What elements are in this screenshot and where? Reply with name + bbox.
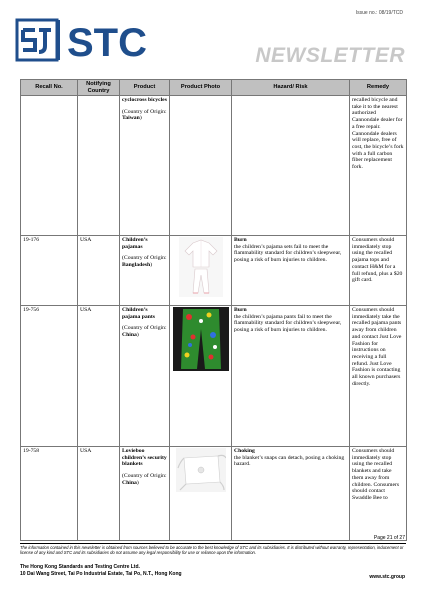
table-row [21, 96, 407, 236]
hazard-title: Burn [234, 307, 247, 313]
company-info [20, 564, 182, 578]
origin-label: (Country of Origin: [122, 255, 167, 262]
hazard-title: Choking [234, 448, 255, 454]
website-link[interactable]: www.stc.group [369, 574, 405, 580]
logo-text: STC [67, 21, 147, 65]
recall-no-cell [21, 96, 78, 236]
table-row [21, 447, 407, 541]
country-cell [78, 96, 120, 236]
remedy-cell: Consumers should immediately stop using the recalled blankets and take them away from children. Consumers should contact Swaddle Bee to [350, 447, 407, 541]
col-remedy: Remedy [350, 80, 407, 96]
hazard-cell [232, 447, 350, 541]
company-name: The Hong Kong Standards and Testing Centre Ltd. [20, 564, 140, 570]
issue-number: Issue no.: 08/19/TCD [355, 10, 403, 16]
disclaimer-text: The information contained in this newsletter is obtained from sources believed to be accurate to the best knowledge of STC and its subsidiaries. It is distributed without warranty, representation, inducement or license of any kind and STC and its subsidiaries do not assume any legal responsibility for use or reliance upon the information. [20, 545, 404, 556]
origin-country: China [122, 332, 137, 339]
product-cell: Children’s pajamas (Country of Origin: Bangladesh) [120, 236, 170, 306]
product-cell: Children’s pajama pants (Country of Origin: China) [120, 306, 170, 447]
col-product-photo: Product Photo [170, 80, 232, 96]
origin-country: Bangladesh [122, 262, 151, 269]
photo-cell [170, 236, 232, 306]
remedy-cell: recalled bicycle and take it to the nearest authorized Cannondale dealer for a free repair. Cannondale dealers will replace, free of cost, the bicycle’s fork with a full carbon fiber replacement fork. [350, 96, 407, 236]
hazard-text: the children’s pajama pants fail to meet the flammability standard for children’s sleepwear, posing a risk of burn injuries to children. [234, 313, 342, 334]
product-cell: Lovieboo children’s security blankets (Country of Origin: China) [120, 447, 170, 541]
photo-cell [170, 306, 232, 447]
country-cell: USA [78, 447, 120, 541]
product-name: cyclocross bicycles [122, 97, 167, 103]
hazard-cell [232, 236, 350, 306]
pajamas-photo [179, 237, 223, 297]
product-cell: cyclocross bicycles (Country of Origin: Taiwan) [120, 96, 170, 236]
country-cell: USA [78, 306, 120, 447]
product-name: Children’s pajamas [122, 237, 148, 250]
product-name: Lovieboo children’s security blankets [122, 448, 167, 468]
company-address: 10 Dai Wang Street, Tai Po Industrial Estate, Tai Po, N.T., Hong Kong [20, 570, 182, 577]
hazard-title: Burn [234, 237, 247, 243]
hazard-cell [232, 96, 350, 236]
footer-divider [20, 543, 406, 544]
newsletter-title: NEWSLETTER [255, 44, 405, 67]
hazard-text: the blanket’s snaps can detach, posing a choking hazard. [234, 454, 345, 468]
table-row [21, 306, 407, 447]
recall-no-cell: 19-758 [21, 447, 78, 541]
table-row [21, 236, 407, 306]
origin-country: Taiwan [122, 115, 140, 122]
col-recall-no: Recall No. [21, 80, 78, 96]
pajama-pants-photo [173, 307, 229, 371]
origin-country: China [122, 479, 137, 486]
origin-label: (Country of Origin: [122, 325, 167, 332]
origin-label: (Country of Origin: [122, 473, 167, 480]
hazard-cell [232, 306, 350, 447]
recall-no-cell: 19-756 [21, 306, 78, 447]
col-notifying-country: Notifying Country [78, 80, 120, 96]
country-cell: USA [78, 236, 120, 306]
remedy-cell: Consumers should immediately take the recalled pajama pants away from children and contact Just Love Fashion for instructions on receiving a full refund. Just Love Fashion is contacting all known purchasers directly. [350, 306, 407, 447]
remedy-cell: Consumers should immediately stop using the recalled pajama tops and contact H&M for a full refund, plus a $20 gift card. [350, 236, 407, 306]
page-header [0, 0, 425, 78]
recall-no-cell: 19-176 [21, 236, 78, 306]
page-number: Page 21 of 27 [373, 535, 405, 541]
blanket-photo [176, 448, 226, 492]
origin-label: (Country of Origin: [122, 108, 167, 115]
col-product: Product [120, 80, 170, 96]
photo-cell [170, 447, 232, 541]
photo-cell [170, 96, 232, 236]
table-header-row [21, 80, 407, 96]
hazard-text: the children’s pajama sets fail to meet the flammability standard for children’s sleepwear, posing a risk of burn injuries to children. [234, 243, 342, 264]
col-hazard-risk: Hazard/ Risk [232, 80, 350, 96]
stc-logo [15, 16, 173, 66]
product-name: Children’s pajama pants [122, 307, 156, 320]
recall-table [20, 79, 407, 541]
